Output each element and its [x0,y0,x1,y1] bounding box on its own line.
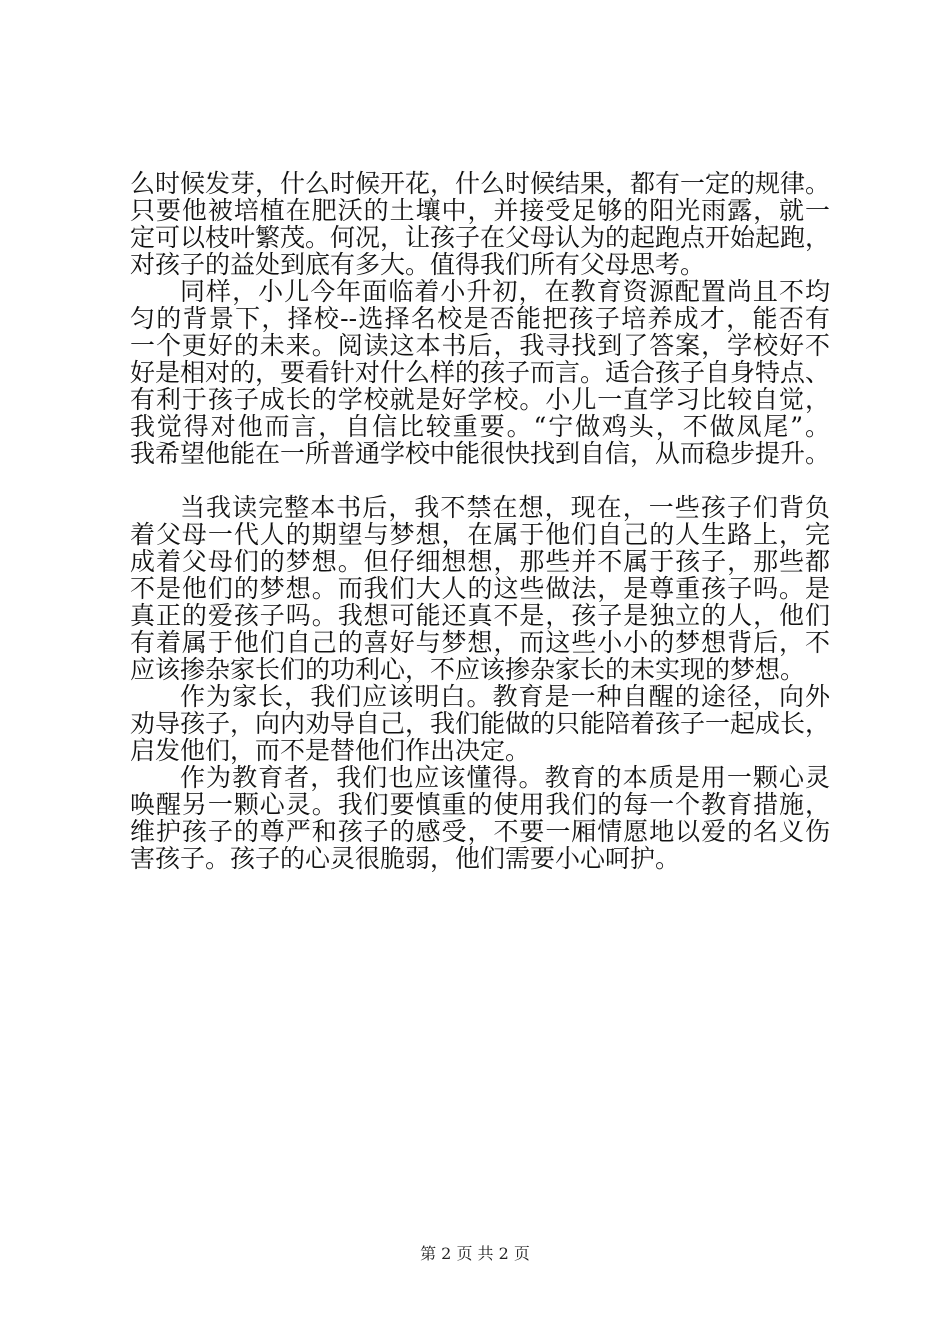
text-line: 唤醒另一颗心灵。我们要慎重的使用我们的每一个教育措施， [130,790,830,819]
text-line: 好是相对的，要看针对什么样的孩子而言。适合孩子自身特点、 [130,358,831,387]
paragraph [130,494,830,683]
text-line: 么时候发芽，什么时候开花，什么时候结果，都有一定的规律。 [130,169,831,198]
paragraph [130,278,830,467]
text-line: 只要他被培植在肥沃的土壤中，并接受足够的阳光雨露，就一 [130,196,830,225]
text-line: 真正的爱孩子吗。我想可能还真不是，孩子是独立的人，他们 [130,601,830,630]
text-line: 我希望他能在一所普通学校中能很快找到自信，从而稳步提升。 [130,439,831,468]
paragraph [130,683,830,764]
page-footer: 第 2 页 共 2 页 [420,1244,530,1263]
text-line: 我觉得对他而言，自信比较重要。“宁做鸡头，不做凤尾”。 [130,412,830,441]
text-line: 作为教育者，我们也应该懂得。教育的本质是用一颗心灵 [180,763,830,792]
text-line: 对孩子的益处到底有多大。值得我们所有父母思考。 [130,250,706,279]
text-line: 着父母一代人的期望与梦想，在属于他们自己的人生路上，完 [130,520,830,549]
text-line: 当我读完整本书后，我不禁在想，现在，一些孩子们背负 [180,493,830,522]
paragraph [130,764,830,872]
text-line: 定可以枝叶繁茂。何况，让孩子在父母认为的起跑点开始起跑， [130,223,831,252]
text-line: 维护孩子的尊严和孩子的感受，不要一厢情愿地以爱的名义伤 [130,817,830,846]
text-line: 一个更好的未来。阅读这本书后，我寻找到了答案，学校好不 [130,331,830,360]
text-line: 劝导孩子，向内劝导自己，我们能做的只能陪着孩子一起成长， [130,709,831,738]
document-body [130,170,830,872]
paragraph [130,170,830,278]
text-line: 同样，小儿今年面临着小升初，在教育资源配置尚且不均 [180,277,830,306]
text-line: 成着父母们的梦想。但仔细想想，那些并不属于孩子，那些都 [130,547,830,576]
text-line: 有利于孩子成长的学校就是好学校。小儿一直学习比较自觉， [130,385,830,414]
text-line: 匀的背景下，择校--选择名校是否能把孩子培养成才，能否有 [130,304,830,333]
text-line: 害孩子。孩子的心灵很脆弱，他们需要小心呵护。 [130,844,681,873]
text-line: 不是他们的梦想。而我们大人的这些做法，是尊重孩子吗。是 [130,574,830,603]
paragraph-gap [130,467,830,494]
text-line: 有着属于他们自己的喜好与梦想，而这些小小的梦想背后，不 [130,628,830,657]
text-line: 启发他们，而不是替他们作出决定。 [130,736,531,765]
text-line: 应该掺杂家长们的功利心，不应该掺杂家长的未实现的梦想。 [130,655,806,684]
text-line: 作为家长，我们应该明白。教育是一种自醒的途径，向外 [180,682,830,711]
